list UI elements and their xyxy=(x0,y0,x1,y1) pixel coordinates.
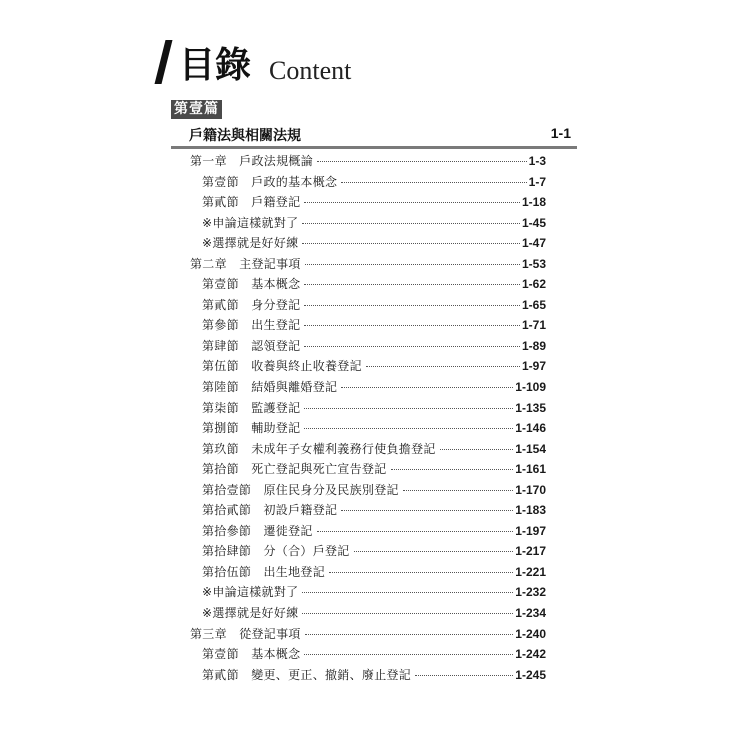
toc-entry-title: 第柒節 監護登記 xyxy=(202,400,301,415)
toc-entry-page: 1-3 xyxy=(528,154,546,168)
toc-dot-leader xyxy=(302,222,520,224)
toc-entry-title: ※申論這樣就對了 xyxy=(202,585,299,600)
toc-entry-title: ※選擇就是好好練 xyxy=(202,606,299,621)
toc-entry-title: 第二章 主登記事項 xyxy=(190,256,301,271)
toc-dot-leader xyxy=(304,324,520,326)
toc-section-entry xyxy=(190,315,546,336)
toc-dot-leader xyxy=(317,160,527,162)
toc-entry-title: 第壹節 基本概念 xyxy=(202,277,301,292)
toc-section-entry xyxy=(190,274,546,295)
toc-entry-page: 1-232 xyxy=(515,585,546,600)
part-page-number: 1-1 xyxy=(550,125,571,141)
toc-section-entry xyxy=(190,439,546,460)
toc-section-entry xyxy=(190,398,546,419)
toc-entry-page: 1-161 xyxy=(515,462,546,477)
toc-entry-page: 1-170 xyxy=(515,482,546,497)
toc-entry-page: 1-7 xyxy=(528,174,546,189)
toc-entry-title: 第玖節 未成年子女權利義務行使負擔登記 xyxy=(202,441,436,456)
toc-entry-title: 第陸節 結婚與離婚登記 xyxy=(202,380,338,395)
toc-dot-leader xyxy=(415,674,513,676)
toc-entry-page: 1-135 xyxy=(515,400,546,415)
toc-dot-leader xyxy=(329,571,513,573)
toc-section-entry xyxy=(190,582,546,603)
toc-entry-page: 1-242 xyxy=(515,647,546,662)
toc-section-entry xyxy=(190,356,546,377)
toc-section-entry xyxy=(190,665,546,686)
toc-dot-leader xyxy=(403,489,513,491)
part-badge: 第壹篇 xyxy=(171,100,222,119)
toc-dot-leader xyxy=(302,591,513,593)
title-english: Content xyxy=(269,56,352,85)
toc-dot-leader xyxy=(302,612,513,614)
toc-entry-title: 第伍節 收養與終止收養登記 xyxy=(202,359,362,374)
toc-entry-page: 1-89 xyxy=(521,338,546,353)
toc-entry-page: 1-18 xyxy=(521,195,546,210)
toc-chapter-entry xyxy=(190,624,546,645)
toc-entry-title: 第一章 戶政法規概論 xyxy=(190,154,314,168)
toc-entry-title: 第拾肆節 分（合）戶登記 xyxy=(202,544,350,559)
toc-section-entry xyxy=(190,295,546,316)
toc-entry-page: 1-245 xyxy=(515,667,546,682)
toc-entry-title: 第捌節 輔助登記 xyxy=(202,421,301,436)
toc-entry-page: 1-47 xyxy=(521,236,546,251)
toc-section-entry xyxy=(190,213,546,234)
toc-dot-leader xyxy=(341,181,526,183)
toc-entry-title: 第拾參節 遷徙登記 xyxy=(202,523,313,538)
toc-section-entry xyxy=(190,233,546,254)
toc-section-entry xyxy=(190,192,546,213)
toc-entry-title: 第參節 出生登記 xyxy=(202,318,301,333)
toc-entry-page: 1-154 xyxy=(515,441,546,456)
toc-entry-page: 1-221 xyxy=(515,564,546,579)
toc-dot-leader xyxy=(354,550,514,552)
toc-section-entry xyxy=(190,562,546,583)
toc-dot-leader xyxy=(341,509,513,511)
toc-entry-page: 1-109 xyxy=(515,380,546,395)
page-title xyxy=(160,40,351,90)
toc-section-entry xyxy=(190,480,546,501)
toc-dot-leader xyxy=(304,283,520,285)
toc-entry-title: 第拾壹節 原住民身分及民族別登記 xyxy=(202,482,399,497)
title-slash-mark xyxy=(155,40,173,84)
part-title: 戶籍法與相關法規 xyxy=(189,128,301,144)
toc-entry-page: 1-53 xyxy=(521,256,546,271)
toc-dot-leader xyxy=(341,386,513,388)
toc-section-entry xyxy=(190,336,546,357)
toc-section-entry xyxy=(190,459,546,480)
toc-entry-title: 第貳節 戶籍登記 xyxy=(202,195,301,210)
toc-entry-title: 第拾節 死亡登記與死亡宣告登記 xyxy=(202,462,387,477)
toc-entry-page: 1-62 xyxy=(521,277,546,292)
toc-dot-leader xyxy=(305,633,514,635)
toc-section-entry xyxy=(190,603,546,624)
table-of-contents xyxy=(190,151,546,685)
toc-dot-leader xyxy=(317,530,514,532)
toc-entry-page: 1-71 xyxy=(521,318,546,333)
title-chinese: 目錄 xyxy=(179,44,252,86)
toc-section-entry xyxy=(190,418,546,439)
toc-entry-title: 第三章 從登記事項 xyxy=(190,626,301,641)
toc-section-entry xyxy=(190,172,546,193)
toc-dot-leader xyxy=(366,365,520,367)
toc-entry-title: 第貳節 變更、更正、撤銷、廢止登記 xyxy=(202,667,412,682)
toc-dot-leader xyxy=(305,263,520,265)
toc-entry-title: ※選擇就是好好練 xyxy=(202,236,299,251)
toc-section-entry xyxy=(190,521,546,542)
toc-entry-page: 1-183 xyxy=(515,503,546,518)
toc-entry-title: 第壹節 基本概念 xyxy=(202,647,301,662)
toc-entry-page: 1-65 xyxy=(521,297,546,312)
toc-chapter-entry xyxy=(190,254,546,275)
part-header xyxy=(171,122,577,149)
toc-dot-leader xyxy=(304,407,513,409)
toc-entry-page: 1-217 xyxy=(515,544,546,559)
toc-entry-title: 第壹節 戶政的基本概念 xyxy=(202,174,338,189)
toc-dot-leader xyxy=(304,201,520,203)
toc-section-entry xyxy=(190,541,546,562)
toc-entry-page: 1-240 xyxy=(515,626,546,641)
toc-dot-leader xyxy=(440,448,514,450)
toc-dot-leader xyxy=(304,345,520,347)
toc-dot-leader xyxy=(304,304,520,306)
toc-entry-title: 第貳節 身分登記 xyxy=(202,297,301,312)
toc-dot-leader xyxy=(304,427,513,429)
toc-entry-page: 1-234 xyxy=(515,606,546,621)
toc-entry-page: 1-45 xyxy=(521,215,546,230)
toc-entry-page: 1-97 xyxy=(521,359,546,374)
toc-chapter-entry xyxy=(190,151,546,172)
toc-section-entry xyxy=(190,377,546,398)
toc-dot-leader xyxy=(304,653,513,655)
toc-section-entry xyxy=(190,644,546,665)
toc-entry-title: 第拾貳節 初設戶籍登記 xyxy=(202,503,338,518)
toc-entry-page: 1-146 xyxy=(515,421,546,436)
toc-dot-leader xyxy=(302,242,520,244)
toc-entry-title: 第肆節 認領登記 xyxy=(202,338,301,353)
toc-entry-title: 第拾伍節 出生地登記 xyxy=(202,564,326,579)
toc-dot-leader xyxy=(391,468,514,470)
toc-section-entry xyxy=(190,500,546,521)
toc-entry-title: ※申論這樣就對了 xyxy=(202,215,299,230)
toc-entry-page: 1-197 xyxy=(515,523,546,538)
